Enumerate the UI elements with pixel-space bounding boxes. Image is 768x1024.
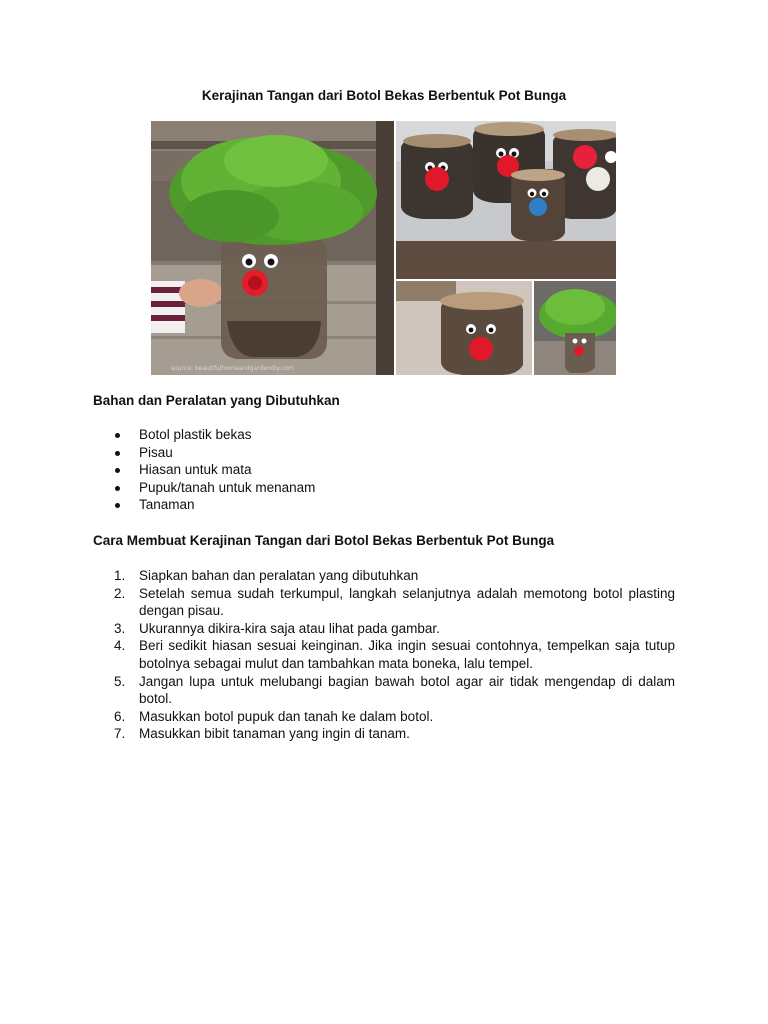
step-text: Masukkan botol pupuk dan tanah ke dalam botol.: [139, 708, 434, 724]
bullet-icon: [115, 486, 120, 491]
step-text: Ukurannya dikira-kira saja atau lihat pada gambar.: [139, 620, 440, 636]
document-title: Kerajinan Tangan dari Botol Bekas Berbentuk Pot Bunga: [201, 88, 567, 103]
list-item: [93, 426, 315, 444]
material-item: Hiasan untuk mata: [139, 462, 252, 478]
materials-heading: Bahan dan Peralatan yang Dibutuhkan: [93, 393, 340, 408]
step-number: 7.: [114, 726, 126, 742]
step-text: Jangan lupa untuk melubangi bagian bawah botol agar air tidak mengendap di dalam botol.: [139, 673, 675, 707]
list-item: [93, 673, 675, 708]
list-item: [93, 461, 315, 479]
planter-photo-detail: [396, 281, 532, 375]
step-number: 4.: [114, 638, 126, 654]
step-text: Siapkan bahan dan peralatan yang dibutuhkan: [139, 568, 419, 583]
list-item: [93, 637, 675, 672]
step-text: Masukkan bibit tanaman yang ingin di tanam.: [139, 726, 410, 742]
step-number: 6.: [114, 708, 126, 724]
bullet-icon: [115, 503, 120, 508]
material-item: Tanaman: [139, 497, 195, 513]
bullet-icon: [115, 433, 120, 438]
steps-list: [93, 567, 675, 743]
list-item: [93, 725, 675, 743]
steps-heading: Cara Membuat Kerajinan Tangan dari Botol Bekas Berbentuk Pot Bunga: [93, 533, 555, 548]
list-item: [93, 567, 675, 585]
step-number: 3.: [114, 620, 126, 636]
planter-photo-finished: [534, 281, 616, 375]
list-item: [93, 496, 315, 514]
list-item: [93, 620, 675, 638]
step-number: 2.: [114, 585, 126, 601]
material-item: Botol plastik bekas: [139, 427, 252, 442]
bullet-icon: [115, 451, 120, 456]
step-number: 1.: [114, 568, 126, 583]
bottle-planter-photo-collage: [151, 121, 616, 375]
list-item: [93, 444, 315, 462]
step-text: Beri sedikit hiasan sesuai keinginan. Jika ingin sesuai contohnya, tempelkan saja tutup botolnya sebagai mulut dan tambahkan mata boneka, lalu tempel.: [139, 638, 675, 671]
planter-photo-main: [151, 121, 394, 375]
list-item: [93, 479, 315, 497]
step-number: 5.: [114, 673, 126, 689]
material-item: Pupuk/tanah untuk menanam: [139, 479, 316, 495]
materials-list: [93, 426, 315, 514]
bullet-icon: [115, 468, 120, 473]
list-item: [93, 585, 675, 620]
step-text: Setelah semua sudah terkumpul, langkah selanjutnya adalah memotong botol plasting dengan pisau.: [139, 585, 675, 619]
material-item: Pisau: [139, 444, 173, 460]
photo-source-caption: source: beautifulhomeandgardendiy.com: [171, 365, 294, 372]
list-item: [93, 708, 675, 726]
planter-photo-group: [396, 121, 616, 279]
